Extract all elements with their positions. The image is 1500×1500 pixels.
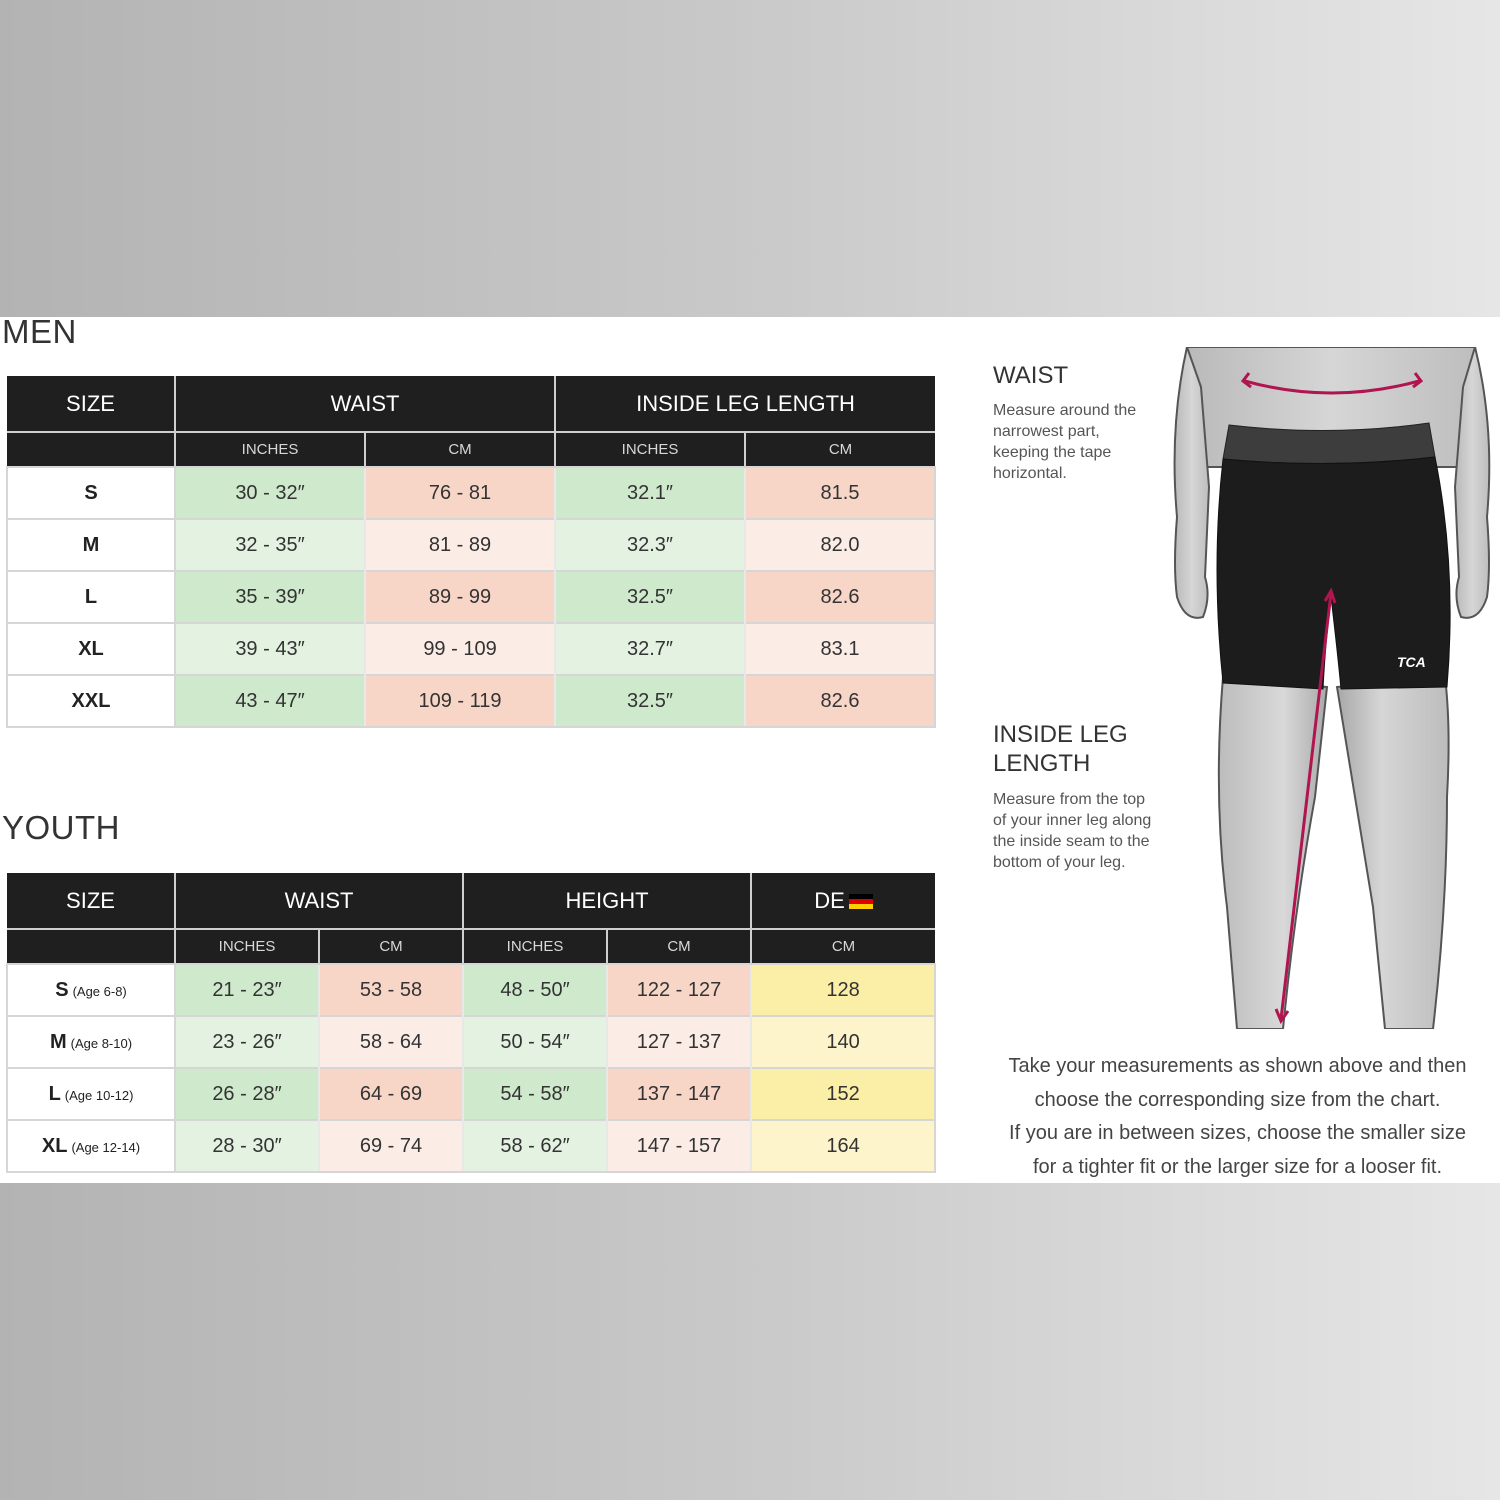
height-cm-cell: 127 - 137 <box>607 1016 751 1068</box>
youth-subheader-waist-cm: CM <box>319 929 463 964</box>
men-subheader-leg-in: INCHES <box>555 432 745 467</box>
table-row <box>7 675 935 727</box>
leg-cm-cell: 83.1 <box>745 623 935 675</box>
left-leg-shape <box>1219 677 1327 1029</box>
height-inches-cell: 58 - 62″ <box>463 1120 607 1172</box>
men-subheader-leg-cm: CM <box>745 432 935 467</box>
size-label: S <box>55 978 69 1001</box>
leg-inches-cell: 32.5″ <box>555 571 745 623</box>
waist-cm-cell: 109 - 119 <box>365 675 555 727</box>
de-cm-cell: 128 <box>751 964 935 1016</box>
waist-inches-cell: 23 - 26″ <box>175 1016 319 1068</box>
waist-cm-cell: 69 - 74 <box>319 1120 463 1172</box>
leg-inches-cell: 32.1″ <box>555 467 745 519</box>
leg-guide-title <box>993 720 1128 778</box>
waist-cm-cell: 76 - 81 <box>365 467 555 519</box>
size-label: L <box>48 1082 61 1105</box>
leg-cm-cell: 82.0 <box>745 519 935 571</box>
waist-inches-cell: 30 - 32″ <box>175 467 365 519</box>
waist-inches-cell: 43 - 47″ <box>175 675 365 727</box>
leg-cm-cell: 82.6 <box>745 675 935 727</box>
sizing-instructions-line4: for a tighter fit or the larger size for a looser fit. <box>1032 1155 1443 1178</box>
age-label: (Age 8-10) <box>70 1035 133 1051</box>
table-row <box>7 1016 935 1068</box>
size-cell: S <box>7 467 175 519</box>
age-label: (Age 6-8) <box>72 983 127 999</box>
youth-header-height: HEIGHT <box>463 873 751 929</box>
youth-subheader-waist-in: INCHES <box>175 929 319 964</box>
size-cell <box>7 1068 175 1120</box>
youth-size-table <box>6 873 936 1173</box>
size-cell: L <box>7 571 175 623</box>
youth-header-size: SIZE <box>7 873 175 929</box>
youth-subheader-row <box>7 929 935 964</box>
men-size-table <box>6 376 936 728</box>
leg-inches-cell: 32.5″ <box>555 675 745 727</box>
men-section-title: MEN <box>2 317 77 350</box>
size-cell <box>7 1120 175 1172</box>
size-guide-panel <box>0 317 1500 1183</box>
height-inches-cell: 48 - 50″ <box>463 964 607 1016</box>
size-cell <box>7 964 175 1016</box>
height-cm-cell: 147 - 157 <box>607 1120 751 1172</box>
right-leg-shape <box>1337 677 1449 1029</box>
men-subheader-waist-cm: CM <box>365 432 555 467</box>
waist-guide-title: WAIST <box>993 362 1069 389</box>
de-cm-cell: 140 <box>751 1016 935 1068</box>
age-label: (Age 10-12) <box>64 1087 134 1103</box>
waist-inches-cell: 26 - 28″ <box>175 1068 319 1120</box>
leg-guide-description: Measure from the top of your inner leg along the inside seam to the bottom of your leg. <box>993 791 1152 871</box>
youth-subheader-blank <box>7 929 175 964</box>
men-subheader-waist-in: INCHES <box>175 432 365 467</box>
table-row <box>7 623 935 675</box>
men-header-leg: INSIDE LEG LENGTH <box>555 376 935 432</box>
height-cm-cell: 137 - 147 <box>607 1068 751 1120</box>
sizing-instructions <box>990 1050 1485 1183</box>
youth-subheader-height-cm: CM <box>607 929 751 964</box>
height-inches-cell: 50 - 54″ <box>463 1016 607 1068</box>
waist-guide-description: Measure around the narrowest part, keeping the tape horizontal. <box>993 402 1137 482</box>
waist-inches-cell: 28 - 30″ <box>175 1120 319 1172</box>
waist-inches-cell: 39 - 43″ <box>175 623 365 675</box>
youth-header-de-label: DE <box>814 887 845 913</box>
size-cell: XXL <box>7 675 175 727</box>
de-cm-cell: 152 <box>751 1068 935 1120</box>
leg-guide-title-line2: LENGTH <box>993 750 1091 777</box>
table-row <box>7 964 935 1016</box>
body-measurement-illustration <box>1165 347 1500 1029</box>
leg-cm-cell: 81.5 <box>745 467 935 519</box>
height-cm-cell: 122 - 127 <box>607 964 751 1016</box>
waist-cm-cell: 99 - 109 <box>365 623 555 675</box>
leg-cm-cell: 82.6 <box>745 571 935 623</box>
sizing-instructions-line3: If you are in between sizes, choose the smaller size <box>1009 1122 1466 1144</box>
table-row <box>7 1120 935 1172</box>
size-cell: M <box>7 519 175 571</box>
men-subheader-row <box>7 432 935 467</box>
brand-logo: TCA <box>1397 654 1426 670</box>
waist-inches-cell: 32 - 35″ <box>175 519 365 571</box>
youth-header-waist: WAIST <box>175 873 463 929</box>
youth-header-de <box>751 873 935 929</box>
age-label: (Age 12-14) <box>71 1139 141 1155</box>
waist-cm-cell: 89 - 99 <box>365 571 555 623</box>
waist-cm-cell: 53 - 58 <box>319 964 463 1016</box>
waist-cm-cell: 58 - 64 <box>319 1016 463 1068</box>
youth-section-title: YOUTH <box>2 809 120 846</box>
table-row <box>7 519 935 571</box>
youth-subheader-height-in: INCHES <box>463 929 607 964</box>
table-row <box>7 571 935 623</box>
size-label: XL <box>41 1134 68 1157</box>
waist-inches-cell: 35 - 39″ <box>175 571 365 623</box>
size-cell: XL <box>7 623 175 675</box>
waist-cm-cell: 81 - 89 <box>365 519 555 571</box>
size-label: M <box>49 1030 67 1053</box>
leg-inches-cell: 32.7″ <box>555 623 745 675</box>
table-row <box>7 1068 935 1120</box>
waist-inches-cell: 21 - 23″ <box>175 964 319 1016</box>
men-subheader-blank <box>7 432 175 467</box>
table-row <box>7 467 935 519</box>
germany-flag-icon <box>849 894 873 909</box>
men-header-waist: WAIST <box>175 376 555 432</box>
size-cell <box>7 1016 175 1068</box>
youth-subheader-de-cm: CM <box>751 929 935 964</box>
youth-header-row <box>7 873 935 929</box>
leg-guide-title-line1: INSIDE LEG <box>993 721 1128 748</box>
sizing-instructions-line2: choose the corresponding size from the chart. <box>1034 1088 1441 1111</box>
leg-inches-cell: 32.3″ <box>555 519 745 571</box>
sizing-instructions-line1: Take your measurements as shown above and then <box>1008 1055 1467 1077</box>
men-header-size: SIZE <box>7 376 175 432</box>
men-header-row <box>7 376 935 432</box>
height-inches-cell: 54 - 58″ <box>463 1068 607 1120</box>
de-cm-cell: 164 <box>751 1120 935 1172</box>
waist-cm-cell: 64 - 69 <box>319 1068 463 1120</box>
